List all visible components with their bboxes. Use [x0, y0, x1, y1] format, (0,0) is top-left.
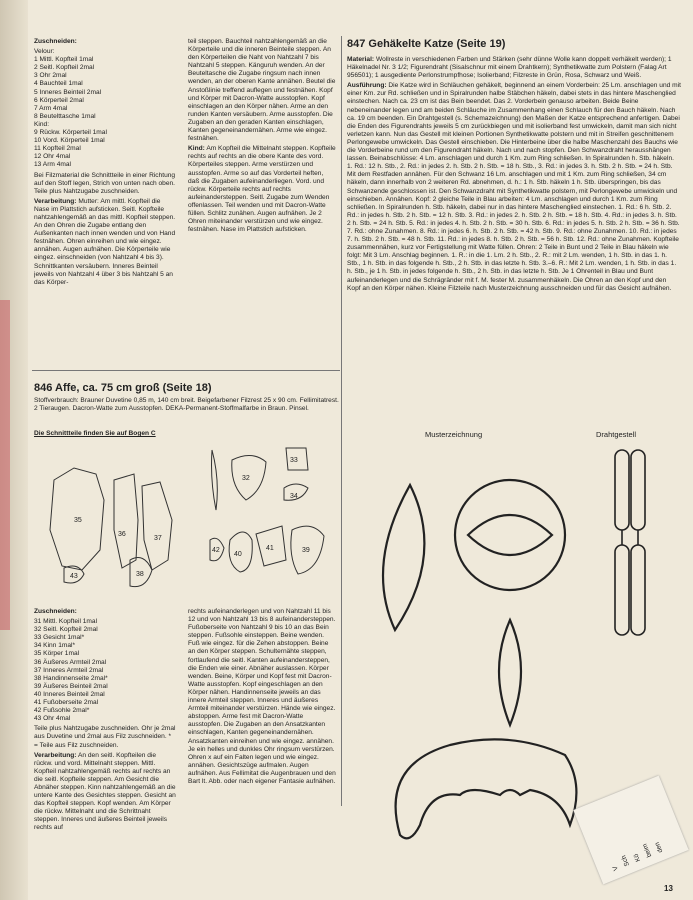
kangaroo-instructions-col1 [34, 38, 176, 289]
cut-item: 43 Ohr 4mal [34, 715, 71, 723]
piece-label: 43 [70, 573, 78, 580]
cut-item: 36 Äußeres Armteil 2mal [34, 658, 107, 666]
paragraph-text: An den seitl. Kopfteilen die rückw. und vord. Mittelnaht steppen. Mittl. Kopfteil nahtzahlengemäß rechts auf rechts an die seitl. Kopfteile steppen. Am Gesicht die Abnäher steppen. Kinn nahtzahlengemäß an die untere Kante des Gesichtes steppen. Gesicht an das Kopfteil steppen. Kopf wenden. Am Körper die rückw. Mittelnaht und die Schrittnaht steppen. Inneres und äußeres Beinteil jeweils rechts auf [34, 751, 176, 832]
cut-item: 3 Ohr 2mal [34, 72, 67, 80]
cut-item: 32 Seitl. Kopfteil 2mal [34, 626, 98, 634]
paragraph: teil steppen. Bauchteil nahtzahlengemäß an die Körperteile und die inneren Beinteile steppen. An den Körperteilen die Naht von Nahtzahl 7 bis Nahtzahl 5 steppen. Känguruh wenden. An der Beuteltasche die Zugabe ringsum nach innen wenden, an der oberen Kante annähen. Beutel die Anstoßlinie treffend auflegen und festnähen. Kopf und Körper mit Dacron-Watte ausstopfen. Kopf einschlagen an den Körper nähen. Arme an den runden Kanten versäubern. Arme ausstopfen. Die Zugaben an den geraden Kanten einschlagen, Kanten gegeneinandernähen. Arme wie eingez. festnähen. [188, 38, 336, 143]
attached-note-sticker [573, 776, 688, 885]
piece-label: 40 [234, 551, 242, 558]
column-divider [341, 36, 342, 806]
pattern-piece-36 [114, 474, 138, 568]
paragraph [34, 198, 176, 287]
kangaroo-instructions-col2 [188, 38, 336, 236]
cut-item: 6 Körperteil 2mal [34, 96, 84, 104]
monkey-instructions-col1 [34, 608, 176, 835]
cut-item: Velour: [34, 48, 55, 56]
stoffverbrauch: Stoffverbrauch: Brauner Duvetine 0,85 m, 140 cm breit. Beigefarbener Filzrest 25 x 90 cm. Fellimitatrest. 2 Tieraugen. Dacron-Watte zum Ausstopfen. DEKA-Permanent-Stoffmalfarbe in Braun. Pinsel. [34, 397, 339, 412]
cut-item: 11 Kopfteil 2mal [34, 145, 81, 153]
heading-847: 847 Gehäkelte Katze (Seite 19) [347, 38, 506, 50]
cut-item: 35 Körper 1mal [34, 650, 80, 658]
piece-label: 41 [266, 545, 274, 552]
adjacent-page-edge [0, 300, 10, 630]
cut-item: 9 Rückw. Körperteil 1mal [34, 129, 107, 137]
material-text: Wollreste in verschiedenen Farben und Stärken (sehr dünne Wolle kann doppelt verhäkelt werden); 1 Häkelnadel Nr. 3 1/2; Figurendraht (Sisalschnur mit einem Drahtkern); Synthetikwatte zum Polstern (Falag Art 956501); 1 ausgediente Perlonstrumpfhose; Isolierband; Filzreste in Grün, Rosa, Schwarz und Weiß. [347, 56, 672, 80]
cut-item: 37 Inneres Armteil 2mal [34, 666, 104, 674]
paragraph [188, 145, 336, 234]
paragraph [34, 752, 176, 833]
cat-pattern-drawing [360, 445, 580, 875]
cut-item: 7 Arm 4mal [34, 104, 68, 112]
paragraph-text: Mutter: Am mittl. Kopfteil die Nase im Plattstich aufsticken. Seitl. Kopfteile nahtzahlengemäß an das mittl. Kopfteil steppen. An den Ohren die Zugabe entlang den Außenkanten nach innen wenden und von Hand festnähen. Ohren einreihen und wie eingez. annähen. Augen aufnähen. Die Körperteile wie eingez. einschneiden (von Nahtzahl 4 bis 3). Schnittkanten versäubern. Inneres Beinteil jeweils von Nahtzahl 4 über 3 bis Nahtzahl 5 an das Körper- [34, 197, 176, 286]
cut-item: 5 Inneres Beinteil 2mal [34, 88, 102, 96]
cut-item: 34 Kinn 1mal* [34, 642, 76, 650]
cut-item: 31 Mittl. Kopfteil 1mal [34, 618, 98, 626]
cut-item: 39 Äußeres Beinteil 2mal [34, 682, 108, 690]
bogen-note: Die Schnittteile finden Sie auf Bogen C [34, 430, 156, 437]
nose-shape [499, 620, 521, 725]
zuschneiden-heading: Zuschneiden: [34, 608, 77, 615]
drahtgestell-label: Drahtgestell [596, 430, 637, 439]
piece-label: 35 [74, 517, 82, 524]
cut-item: 8 Beutelttasche 1mal [34, 112, 96, 120]
paragraph: Teile plus Nahtzugabe zuschneiden. Ohr je 2mal aus Duvetine und 2mal aus Filz zuschneiden. * = Teile aus Filz zuschneiden. [34, 725, 176, 749]
piece-label: 36 [118, 531, 126, 538]
cut-item: 1 Mittl. Kopfteil 1mal [34, 56, 94, 64]
cut-item: 4 Bauchteil 1mal [34, 80, 83, 88]
page-number: 13 [664, 884, 673, 893]
kind-label: Kind: [188, 145, 205, 153]
cut-item: 38 Handinnenseite 2mal* [34, 674, 108, 682]
paragraph [347, 82, 681, 292]
pattern-piece-37 [142, 482, 172, 570]
cut-item: 12 Ohr 4mal [34, 153, 71, 161]
whisker-anchor-shape [396, 739, 577, 838]
eye-circle [455, 480, 565, 590]
piece-label: 42 [212, 547, 220, 554]
verarbeitung-label: Verarbeitung: [34, 751, 77, 759]
verarbeitung-label: Verarbeitung: [34, 197, 77, 205]
sticker-text: Kö [632, 852, 643, 863]
cut-item: 41 Fußoberseite 2mal [34, 699, 99, 707]
zuschneiden-heading: Zuschneiden: [34, 38, 77, 45]
paragraph: Bei Filzmaterial die Schnittteile in einer Richtung auf den Stoff legen, Strich von unten nach oben. Teile plus Nahtzugabe zuschneiden. [34, 171, 176, 195]
sticker-text: Sch [620, 854, 631, 868]
wire-frame-drawing [605, 445, 655, 645]
piece-label: 34 [290, 493, 298, 500]
paragraph-text: Die Katze wird in Schläuchen gehäkelt, beginnend an einem Vorderbein: 25 Lm. anschlagen und mit einer Km. zur Rd. schließen und in Spiralrunden halbe Stäbchen häkeln, dabei stets in das hintere Maschenglied einstechen. Nach ca. 23 cm ist das Bein beendet. Das 2. Vorderbein genauso arbeiten. Beide Beine nebeneinander legen und am beiden Schläuche im Zusammenhang einen Schlauch für den Bauch häkeln. Nach ca. 19 cm beenden. Ein Drahtgestell (s. Schemazeichnung) den Maßen der Katze entsprechend anfertigen. Dabei die Enden des Figurendrahts jeweils 5 cm zurückbiegen und mit isolierband fest umwickeln, damit man sich nicht verletzen kann. Nun das Gestell mit kleinen Portionen Synthetikwatte polstern und mit in Streifen geschnittenem Perlongewebe umwickeln. Das Gestell einschieben. Die Hinterbeine über die halbe Maschenzahl des Bauchs wie die Vorderbeine rund um den Figurendraht häkeln. Nach und nach stopfen. Den Schwanzdraht herausshängen lassen. Beinabschlüsse: 4 Lm. anschlagen und durch 1 Km. zum Ring schließen. In Spiralrunden h. Stb. häkeln. 1. Rd.: 12 h. Stb., 2. Rd.: in jedes 2. h. Stb. 2 h. Stb. = 18 h. Stb., 3. Rd.: in jedes 3. h. Stb. 2 h. Stb. = 24 h. Stb. Mit dem Restfaden annähen. Für den Schwanz 16 Lm. anschlagen und mit 1 Km. zum Ring schließen, 34 cm häkeln, dann innerhalb von 2 weiteren Rd. abnehmen, d. h.: 1 h. Stb. häkeln 1 h. Stb. überspringen, bis das Schwanzende geschlossen ist. Den Schwanzdraht mit Synthetikwatte polstern, mit Perlongewebe umwickeln und einschieben. Annähen. Kopf: 2 gleiche Teile in Blau arbeiten: 4 Lm. anschlagen und durch 1 Km. zum Ring schließen. In Spiralrunden h. Stb. häkeln, dabei nur in das hintere Maschenglied einstechen. 1. Rd.: 6 h. Stb. 2. Rd.: in jedes h. Stb. 2 h. Stb. = 12 h. Stb. 3. Rd.: in jedes 2. h. Stb. 2 h. Stb. = 18 h. Stb. 4. Rd.: in jedes 3. h. Stb. 2 h. Stb. = 24 h. Stb. 5. Rd.: in jedes 4. h. Stb. 2 h. Stb. = 30 h. Stb. 6. Rd.: in jedes 5. h. Stb. 2 h. Stb. = 36 h. Stb. 7. Rd.: ohne Zunahmen. 8. Rd.: in jedes 6. h. Stb. 2 h. Stb. = 42 h. Stb. 9. Rd.: ohne Zunahmen. 10. Rd.: in jedes 7. h. Stb. 2 h. Stb. = 48 h. Stb. 11. Rd.: in jedes 8. h. Stb. 2 h. Stb. = 56 h. Stb. 12. Rd.: ohne Zunahmen. Kopfteile zusammennähen, kurz vor Fertigstellung mit Watte füllen. Ohren: 2 Teile in Bunt und 2 Teile in Blau häkeln wie folgt: Mit 3 Lm. Anschlag beginnen. 1. R.: in die 1. Lm. 2 h. Stb., 2. R.: mit 2 Lm. wenden, 1 h. Stb. in das 1. h. Stb., 1 h. Stb. in das folgende h. Stb., 2 h. Stb. in das letzte h. Stb. 3.–6. R.: Mit 2 Lm. wenden, 1 h. Stb. in das 1. h. Stb., je 1 h. Stb. in jedes folgende h. Stb., 2 h. Stb. in das letzte h. Stb. Je 1 Ohrenteil in Blau und Bunt aufeinanderlegen und die Schrägränder mit f. M. fester M. zusammenhäkeln. Die Ohren an den Kopf und den Kopf an den Körper nähen. Kleine Filzteile nach Musterzeichnung ausschneiden und für das Gesicht aufnähen. [347, 82, 681, 292]
heading-846: 846 Affe, ca. 75 cm groß (Seite 18) [34, 382, 212, 394]
sticker-text: den [653, 840, 665, 854]
piece-label: 33 [290, 457, 298, 464]
paragraph: rechts aufeinanderlegen und von Nahtzahl 11 bis 12 und von Nahtzahl 13 bis 8 aufeinandersteppen. Fußoberseite von Nahtzahl 9 bis 10 an das Bein steppen. Fußsohle einsteppen. Beine wenden. Fuß wie eingez. für die Zehen abstoppen. Beine an den Körper steppen. Schulternähte steppen, fortlaufend die seitl. Kanten aufeinandersteppen, die Enden wie einer. Abnäher auslassen. Körper wenden. Beine, Körper und Kopf fest mit Dacron-Watte ausstopfen. Kopf eingeschlagen an den Körper nähen. Handinnenseite jeweils an das innere Armteil steppen. Inneres und äußeres Armteil miteinander verstürzen. Hände wie eingez. abstoppen. Arme fest mit Dacron-Watte ausstopfen. Die Zugaben an den Ansatzkanten einschlagen, Kanten gegeneinandernähen. Ansatzkanten einreihen und wie eingez. annähen. Je ein helles und dunkles Ohr ringsum verstürzen. Ohren x auf ein Falten legen und wie eingez. annähen. Gesichtszüge aufmalen. Augen aufnähen. Aus Fellimitat die Augenbrauen und den Bart lt. Abb. oder nach eigener Fantasie aufnähen. [188, 608, 336, 785]
cut-list [34, 48, 176, 169]
monkey-instructions-col2 [188, 608, 336, 788]
paragraph-text: Am Kopfteil die Mittelnaht steppen. Kopfteile rechts auf rechts an die obere Kante des vord. Körperteiles steppen. Arme verstürzen und ausstopfen. Arme so auf das Vorderteil heften, daß die Zugaben aufeinanderliegen. Vord. und rückw. Körperteile rechts auf rechts aufeinandersteppen. Seitl. Zugabe zum Wenden offenlassen. Teil wenden und mit Dacron-Watte füllen. Schlitz zunähen. Augen aufnähen. Je 2 Ohren miteinander verstürzen und wie eingez. festnähen. Nase im Plattstich aufsticken. [188, 145, 336, 234]
cut-item: 10 Vord. Körperteil 1mal [34, 137, 105, 145]
sticker-text: beim [641, 842, 654, 859]
ausfuehrung-label: Ausführung: [347, 82, 387, 90]
eye-inner-shape [468, 515, 552, 555]
cut-list [34, 618, 176, 723]
piece-label: 38 [136, 571, 144, 578]
pattern-piece-31 [212, 450, 218, 510]
section-divider [32, 370, 340, 371]
cut-item: 13 Arm 4mal [34, 161, 72, 169]
cut-item: Kind: [34, 120, 50, 128]
piece-label: 37 [154, 535, 162, 542]
piece-label: 32 [242, 475, 250, 482]
paragraph [347, 56, 681, 80]
monkey-pattern-pieces [34, 440, 339, 600]
cat-instructions [347, 56, 681, 295]
cut-item: 2 Seitl. Kopfteil 2mal [34, 64, 95, 72]
sticker-text: V [611, 865, 620, 872]
cut-item: 40 Inneres Beinteil 2mal [34, 690, 105, 698]
piece-label: 39 [302, 547, 310, 554]
musterzeichnung-label: Musterzeichnung [425, 430, 483, 439]
cut-item: 33 Gesicht 1mal* [34, 634, 85, 642]
material-label: Material: [347, 56, 375, 63]
leaf-shape-large [383, 485, 424, 630]
cut-item: 42 Fußsohle 2mal* [34, 707, 90, 715]
